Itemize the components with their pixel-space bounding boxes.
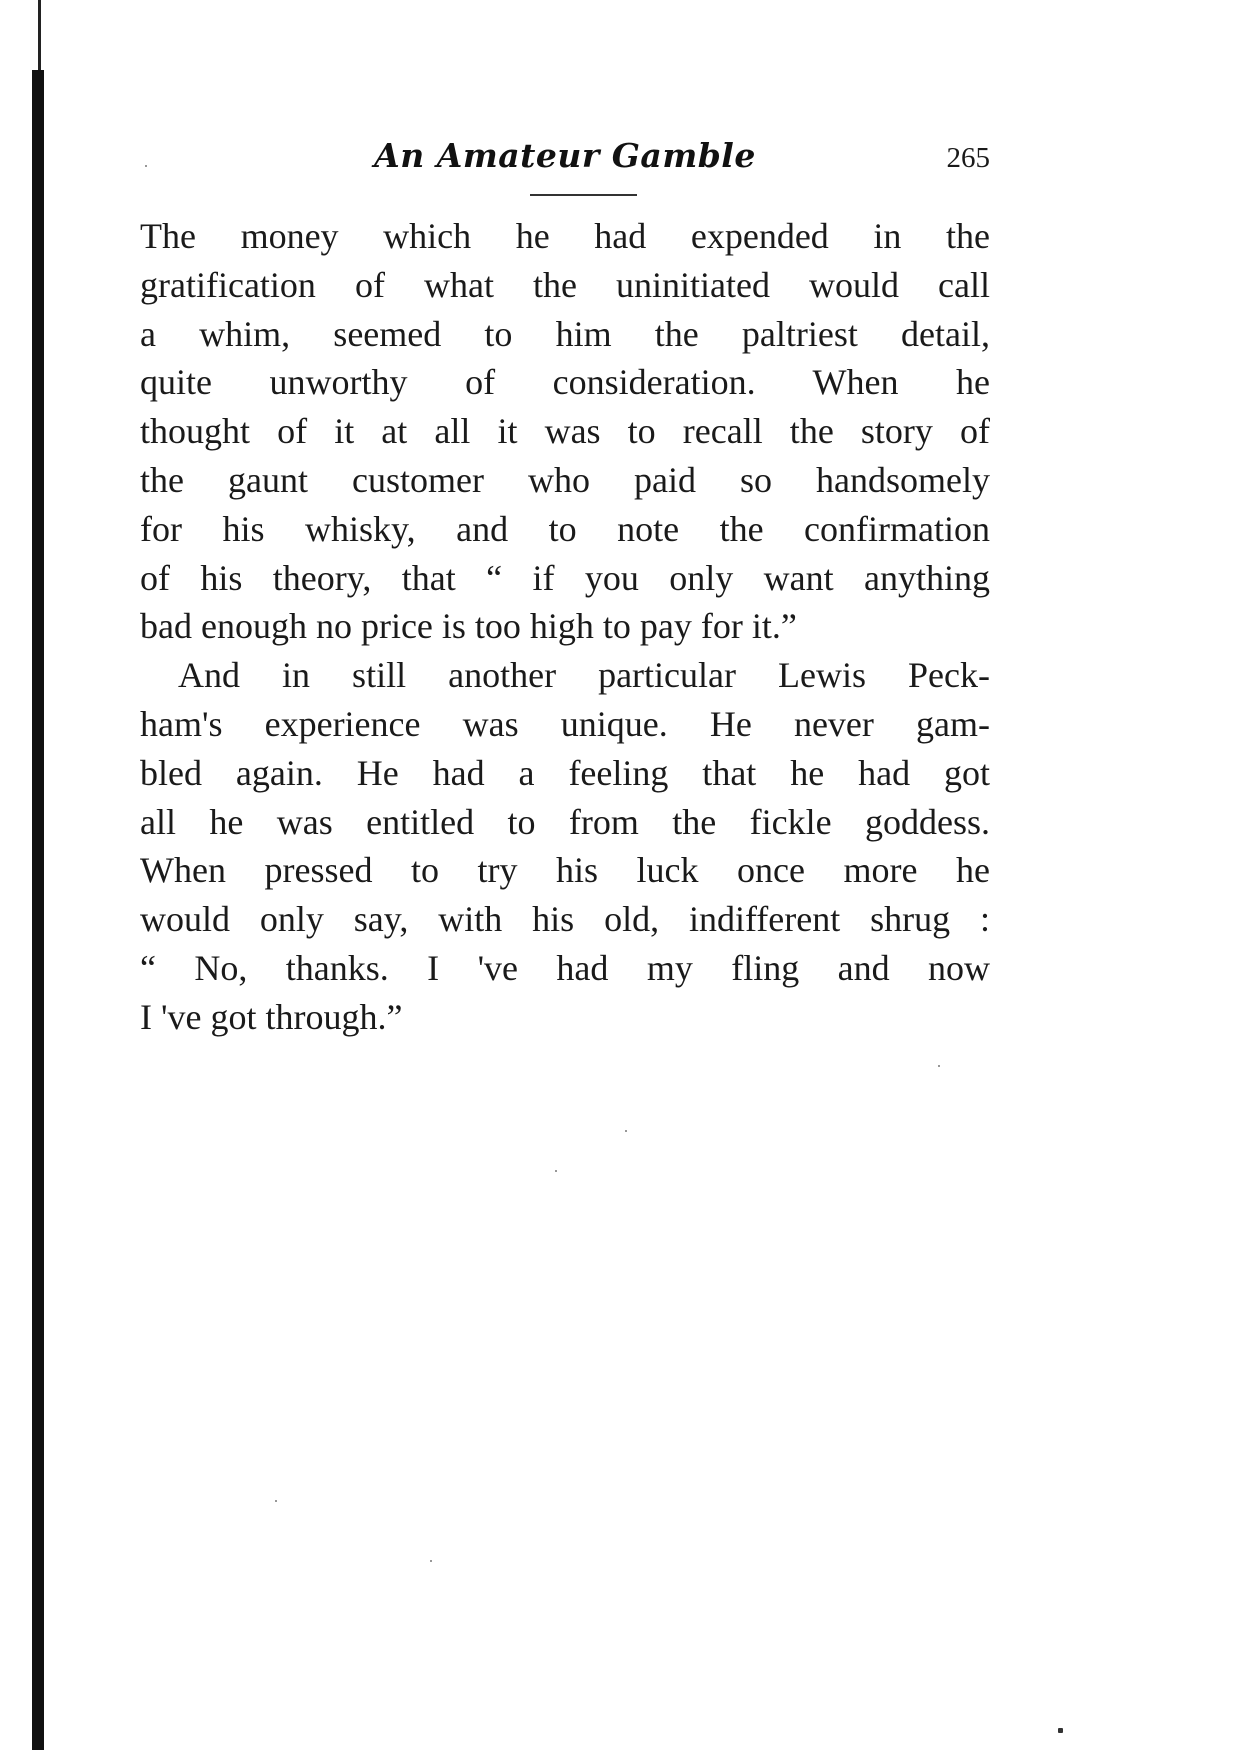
page-number: 265: [946, 142, 990, 174]
scan-speck: [430, 1560, 432, 1562]
running-title: An Amateur Gamble: [374, 136, 756, 175]
text-line: gratification of what the uninitiated would call: [140, 264, 990, 305]
binding-edge: [32, 70, 44, 1750]
text-line: I 've got through.”: [140, 996, 403, 1037]
text-line: “ No, thanks. I 've had my fling and now: [140, 947, 990, 988]
scan-speck: [275, 1500, 277, 1502]
binding-edge-top: [38, 0, 41, 75]
text-line: thought of it at all it was to recall the story of: [140, 411, 990, 452]
paragraph-1: [140, 212, 990, 651]
text-line: bad enough no price is too high to pay for it.”: [140, 606, 797, 647]
text-line: of his theory, that “ if you only want anything: [140, 557, 990, 598]
text-line: ham's experience was unique. He never gam-: [140, 703, 990, 744]
body-text: [140, 212, 990, 1042]
text-line: quite unworthy of consideration. When he: [140, 362, 990, 403]
text-line: for his whisky, and to note the confirmation: [140, 508, 990, 549]
text-line: would only say, with his old, indifferent shrug :: [140, 899, 990, 940]
scan-speck: [145, 165, 147, 167]
paragraph-2: [140, 651, 990, 1041]
text-line: When pressed to try his luck once more he: [140, 850, 990, 891]
text-line: the gaunt customer who paid so handsomely: [140, 459, 990, 500]
text-line: The money which he had expended in the: [140, 216, 990, 256]
text-line: all he was entitled to from the fickle goddess.: [140, 801, 990, 842]
text-line: And in still another particular Lewis Peck-: [178, 655, 990, 696]
scan-speck: [1058, 1728, 1063, 1733]
page-header: [140, 132, 990, 182]
scan-speck: [625, 1130, 627, 1132]
scan-speck: [938, 1065, 940, 1067]
text-line: a whim, seemed to him the paltriest detail,: [140, 313, 990, 354]
scan-speck: [555, 1170, 557, 1172]
header-rule: [530, 194, 637, 196]
text-line: bled again. He had a feeling that he had got: [140, 752, 990, 793]
